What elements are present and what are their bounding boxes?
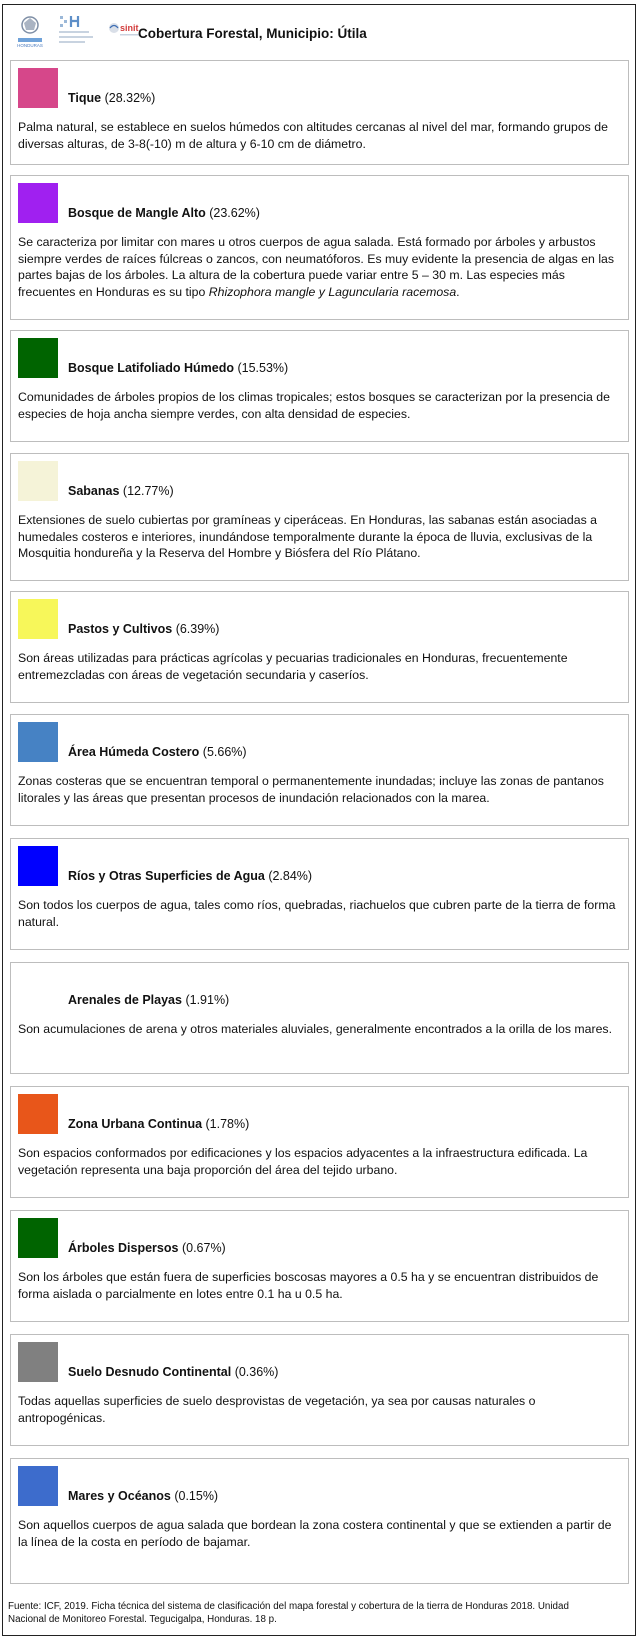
description-text: Son aquellos cuerpos de agua salada que bordean la zona costera continental y que se extienden a partir de la línea de la costa en período de bajamar. (18, 1518, 612, 1549)
category-percentage: (5.66%) (202, 745, 247, 759)
legend-card-latifoliado (10, 330, 629, 442)
color-swatch (18, 722, 58, 762)
category-name: Zona Urbana Continua (68, 1117, 203, 1131)
category-heading (68, 622, 219, 636)
category-name: Sabanas (68, 484, 120, 498)
category-description (18, 897, 622, 930)
category-heading (68, 1241, 226, 1255)
category-name: Mares y Océanos (68, 1489, 171, 1503)
description-text: Comunidades de árboles propios de los climas tropicales; estos bosques se caracterizan por la presencia de especies de hoja ancha siempre verdes, con alta densidad de especies. (18, 390, 610, 421)
category-description (18, 1145, 622, 1178)
color-swatch (18, 970, 58, 1010)
category-name: Pastos y Cultivos (68, 622, 173, 636)
category-percentage: (6.39%) (175, 622, 220, 636)
category-heading (68, 1365, 278, 1379)
category-description (18, 650, 622, 683)
category-percentage: (2.84%) (268, 869, 313, 883)
category-heading (68, 993, 229, 1007)
description-text: Zonas costeras que se encuentran temporal o permanentemente inundadas; incluye las zonas de pantanos litorales y las áreas que presentan procesos de inundación relacionados con la marea. (18, 774, 604, 805)
category-description (18, 1517, 622, 1550)
category-heading (68, 91, 155, 105)
description-text: Todas aquellas superficies de suelo desprovistas de vegetación, ya sea por causas naturales o antropogénicas. (18, 1394, 536, 1425)
description-text: Extensiones de suelo cubiertas por gramíneas y ciperáceas. En Honduras, las sabanas están asociadas a humedales costeros e interiores, inundándose temporalmente durante la época de lluvia, exclusivas de la Mosquitia hondureña y la Reserva del Hombre y Biósfera del Río Plátano. (18, 513, 597, 560)
category-name: Tique (68, 91, 102, 105)
category-heading (68, 1489, 218, 1503)
description-text: Son todos los cuerpos de agua, tales como ríos, quebradas, riachuelos que cubren parte de la tierra de forma natural. (18, 898, 616, 929)
category-name: Suelo Desnudo Continental (68, 1365, 232, 1379)
description-text: Son los árboles que están fuera de superficies boscosas mayores a 0.5 ha y se encuentran distribuidos de forma aislada o parcialmente en lotes entre 0.1 ha u 0.5 ha. (18, 1270, 599, 1301)
svg-text:sinit: sinit (120, 23, 139, 33)
category-description (18, 234, 622, 300)
category-name: Bosque de Mangle Alto (68, 206, 206, 220)
category-percentage: (12.77%) (122, 484, 174, 498)
category-description (18, 119, 622, 152)
color-swatch (18, 68, 58, 108)
description-text: Se caracteriza por limitar con mares u otros cuerpos de agua salada. Está formado por árboles y arbustos siempre verdes de raíces fúlcreas o zancos, con neumatóforos. Es muy evidente la presencia de algas en las partes bajas de los árboles. La altura de la cobertura puede variar entre 5 – 30 m. Las especies más frecuentes en Honduras es su tipo (18, 235, 615, 299)
category-heading (68, 1117, 249, 1131)
secretaria-logo (56, 14, 104, 48)
legend-card-arboles-dispersos (10, 1210, 629, 1322)
category-heading (68, 869, 312, 883)
category-heading (68, 206, 260, 220)
description-end: . (456, 284, 460, 299)
legend-card-mangle-alto (10, 175, 629, 320)
legend-card-mares (10, 1458, 629, 1584)
color-swatch (18, 1342, 58, 1382)
color-swatch (18, 846, 58, 886)
color-swatch (18, 1466, 58, 1506)
color-swatch (18, 599, 58, 639)
color-swatch (18, 1094, 58, 1134)
category-description (18, 512, 622, 562)
category-percentage: (0.15%) (174, 1489, 219, 1503)
category-name: Árboles Dispersos (68, 1241, 179, 1255)
description-text: Son áreas utilizadas para prácticas agrícolas y pecuarias tradicionales en Honduras, frecuentemente entremezcladas con áreas de vegetación secundaria y caseríos. (18, 651, 568, 682)
category-percentage: (1.91%) (185, 993, 230, 1007)
category-percentage: (0.36%) (234, 1365, 279, 1379)
legend-card-rios (10, 838, 629, 950)
legend-card-arenales (10, 962, 629, 1074)
svg-text:HONDURAS: HONDURAS (17, 43, 43, 48)
category-percentage: (1.78%) (205, 1117, 250, 1131)
category-description (18, 773, 622, 806)
honduras-logo (14, 14, 46, 48)
description-text: Son espacios conformados por edificaciones y los espacios adyacentes a la infraestructura edificada. La vegetación representa una baja proporción del área del tejido urbano. (18, 1146, 588, 1177)
category-description (18, 1393, 622, 1426)
category-heading (68, 484, 174, 498)
category-name: Área Húmeda Costero (68, 745, 200, 759)
source-footnote: Fuente: ICF, 2019. Ficha técnica del sistema de clasificación del mapa forestal y cobertura de la tierra de Honduras 2018. Unidad Nacional de Monitoreo Forestal. Tegucigalpa, Honduras. 18 p. (8, 1601, 569, 1625)
category-description (18, 1021, 622, 1038)
page-title: Cobertura Forestal, Municipio: Útila (138, 26, 367, 41)
color-swatch (18, 183, 58, 223)
category-percentage: (15.53%) (237, 361, 289, 375)
color-swatch (18, 1218, 58, 1258)
description-text: Son acumulaciones de arena y otros materiales aluviales, generalmente encontrados a la orilla de los mares. (18, 1022, 612, 1036)
category-heading (68, 361, 288, 375)
color-swatch (18, 338, 58, 378)
legend-card-sabanas (10, 453, 629, 581)
description-text: Palma natural, se establece en suelos húmedos con altitudes cercanas al nivel del mar, formando grupos de diversas alturas, de 3-8(-10) m de altura y 6-10 cm de diámetro. (18, 120, 608, 151)
legend-card-area-humeda (10, 714, 629, 826)
category-description (18, 389, 622, 422)
category-percentage: (23.62%) (209, 206, 260, 220)
category-name: Bosque Latifoliado Húmedo (68, 361, 234, 375)
legend-card-pastos (10, 591, 629, 703)
legend-card-tique (10, 60, 629, 165)
header (14, 14, 624, 50)
legend-card-zona-urbana (10, 1086, 629, 1198)
category-heading (68, 745, 247, 759)
category-name: Arenales de Playas (68, 993, 182, 1007)
category-percentage: (0.67%) (181, 1241, 226, 1255)
species-names: Rhizophora mangle y Laguncularia racemosa (208, 284, 457, 299)
category-percentage: (28.32%) (104, 91, 156, 105)
color-swatch (18, 461, 58, 501)
category-description (18, 1269, 622, 1302)
category-name: Ríos y Otras Superficies de Agua (68, 869, 265, 883)
legend-card-suelo-desnudo (10, 1334, 629, 1446)
